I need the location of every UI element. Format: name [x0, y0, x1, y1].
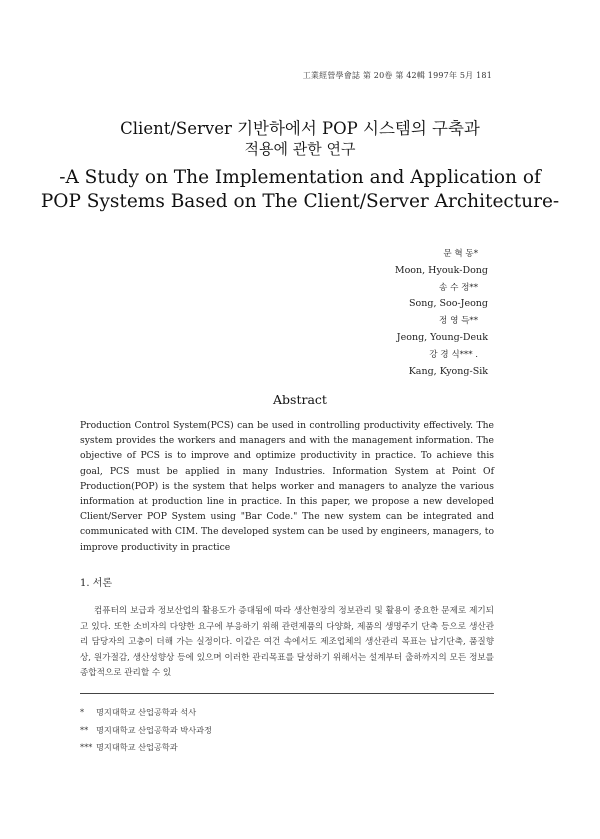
- author-block: [395, 246, 488, 380]
- english-title-line-1: -A Study on The Implementation and Application of: [59, 167, 541, 188]
- footnote-2-mark: **: [80, 724, 89, 735]
- author-4-korean-name: 강 경 식*** .: [429, 349, 478, 360]
- english-title: [0, 166, 600, 214]
- abstract-heading: Abstract: [273, 392, 327, 407]
- footnotes: [80, 704, 494, 757]
- author-4-english-name: Kang, Kyong-Sik: [408, 365, 488, 377]
- footnote-1: [80, 704, 494, 722]
- journal-header: 工業經營學會誌 第 20卷 第 42輯 1997年 5月 181: [302, 71, 492, 80]
- section-1-body: 컴퓨터의 보급과 정보산업의 활용도가 증대됨에 따라 생산현장의 정보관리 및 활용이 중요한 문제로 제기되고 있다. 또한 소비자의 다양한 요구에 부응하기 위해 관련제품의 다양화, 제품의 생명주기 단축 등으로 생산관리 담당자의 고충이 더해 가는 실정이다. 이같은 여건 속에서도 제조업체의 생산관리 목표는 납기단축, 품질향상, 원가절감, 생산성향상 등에 있으며 이러한 관리목표를 달성하기 위해서는 설계부터 출하까지의 모든 정보를 종합적으로 관리할 수 있: [80, 606, 494, 678]
- footnote-1-text: 명지대학교 산업공학과 석사: [96, 707, 197, 717]
- footnote-3-mark: ***: [80, 742, 93, 752]
- korean-title-line-1: Client/Server 기반하에서 POP 시스템의 구축과: [120, 119, 480, 138]
- korean-title-line-2: 적용에 관한 연구: [244, 140, 356, 158]
- author-2-korean-name: 송 수 정**: [439, 282, 478, 293]
- footnote-2: [80, 722, 494, 740]
- author-2-english-name: Song, Soo-Jeong: [409, 298, 488, 310]
- footnote-1-mark: *: [80, 707, 85, 717]
- footnote-divider: [80, 693, 494, 694]
- section-1-heading: 1. 서론: [80, 578, 113, 589]
- abstract-body: Production Control System(PCS) can be used in controlling productivity effectively. The system provides the workers and managers and with the management information. The objective of PCS is to improve and optimize productivity in practice. To achieve this goal, PCS must be applied in many Industries. Information System at Point Of Production(POP) is the system that helps worker and managers to analyze the various information at production line in practice. In this paper, we propose a new developed Client/Server POP System using "Bar Code." The new system can be integrated and communicated with CIM. The developed system can be used by engineers, managers, to improve productivity in practice: [80, 420, 494, 553]
- author-3-english-name: Jeong, Young-Deuk: [396, 331, 488, 343]
- english-title-line-2: POP Systems Based on The Client/Server Architecture-: [40, 191, 560, 212]
- author-1-english-name: Moon, Hyouk-Dong: [394, 264, 488, 276]
- author-3-korean-name: 정 영 득**: [439, 316, 478, 327]
- korean-title: [0, 118, 600, 160]
- footnote-2-text: 명지대학교 산업공학과 박사과정: [96, 724, 212, 735]
- author-1-korean-name: 문 혁 동*: [443, 249, 478, 259]
- footnote-3-text: 명지대학교 산업공학과: [96, 742, 178, 752]
- footnote-3: [80, 739, 494, 757]
